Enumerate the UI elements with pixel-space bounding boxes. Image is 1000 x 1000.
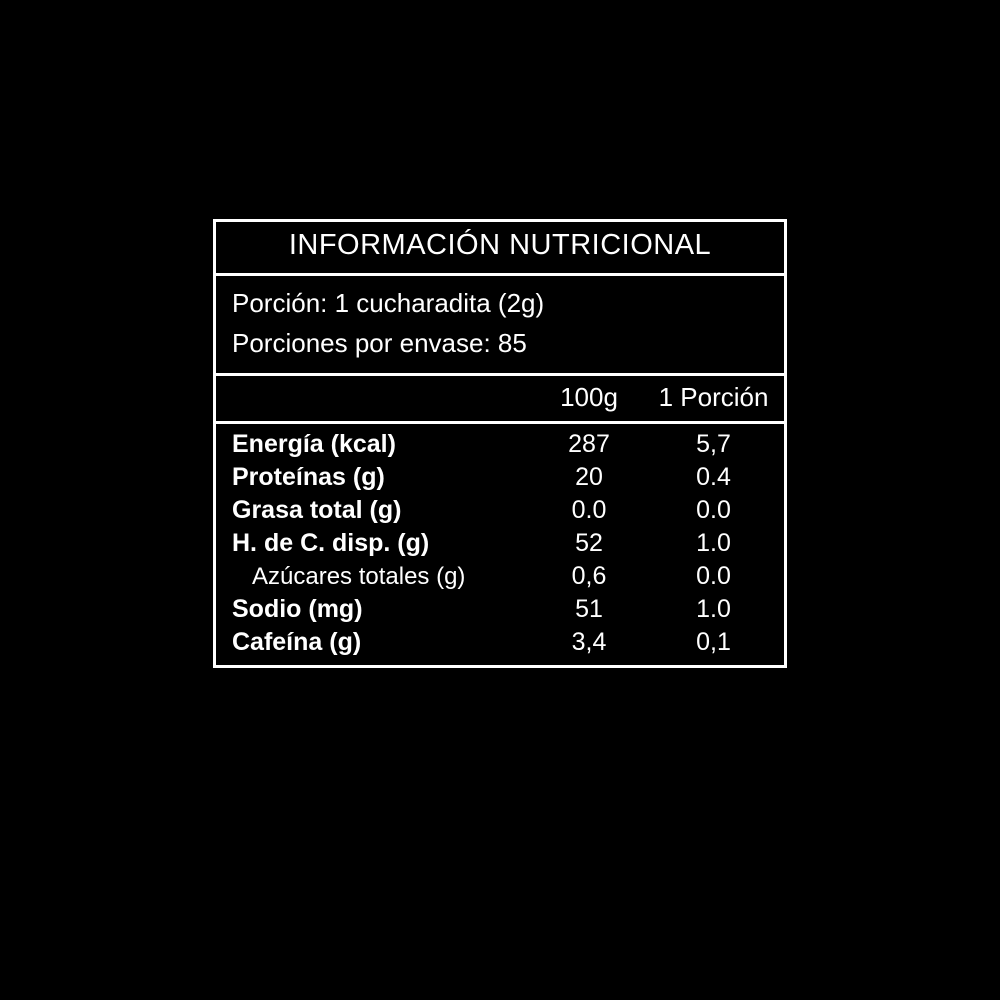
nutrient-value-100g: 0.0 — [571, 495, 607, 524]
table-row — [216, 527, 784, 560]
nutrition-facts-panel — [213, 219, 787, 668]
nutrient-value-portion: 0,1 — [696, 627, 731, 656]
nutrient-name: Proteínas (g) — [232, 462, 385, 491]
nutrient-value-100g: 20 — [575, 462, 603, 491]
table-row — [216, 560, 784, 593]
column-header-100g: 100g — [560, 381, 618, 412]
nutrient-value-portion: 1.0 — [696, 594, 731, 623]
nutrient-value-portion: 0.0 — [696, 561, 731, 590]
column-header-portion: 1 Porción — [658, 381, 769, 412]
table-row — [216, 428, 784, 461]
table-row — [216, 626, 784, 659]
servings-per-container-text: Porciones por envase: 85 — [232, 328, 527, 359]
nutrient-rows — [216, 424, 784, 665]
nutrient-value-portion: 5,7 — [696, 429, 731, 458]
page-title: INFORMACIÓN NUTRICIONAL — [288, 229, 712, 261]
nutrient-value-portion: 0.4 — [696, 462, 731, 491]
nutrient-value-100g: 287 — [568, 429, 610, 458]
table-row — [216, 593, 784, 626]
column-header-row — [216, 376, 784, 424]
nutrient-name: Sodio (mg) — [232, 594, 363, 623]
nutrient-name: Energía (kcal) — [232, 429, 396, 458]
nutrient-value-100g: 52 — [575, 528, 603, 557]
nutrient-name: Grasa total (g) — [232, 495, 402, 524]
nutrient-name: H. de C. disp. (g) — [232, 528, 430, 557]
table-row — [216, 494, 784, 527]
portion-size-text: Porción: 1 cucharadita (2g) — [232, 288, 545, 318]
nutrient-name: Cafeína (g) — [232, 627, 362, 656]
header-spacer — [216, 382, 529, 413]
nutrient-value-portion: 1.0 — [696, 528, 731, 557]
serving-info-block — [216, 276, 784, 376]
nutrient-value-portion: 0.0 — [696, 495, 731, 524]
nutrient-value-100g: 0,6 — [571, 561, 607, 590]
nutrient-name: Azúcares totales (g) — [252, 562, 466, 590]
table-row — [216, 461, 784, 494]
nutrient-value-100g: 3,4 — [571, 627, 607, 656]
nutrition-title-row — [216, 222, 784, 276]
nutrient-value-100g: 51 — [575, 594, 603, 623]
